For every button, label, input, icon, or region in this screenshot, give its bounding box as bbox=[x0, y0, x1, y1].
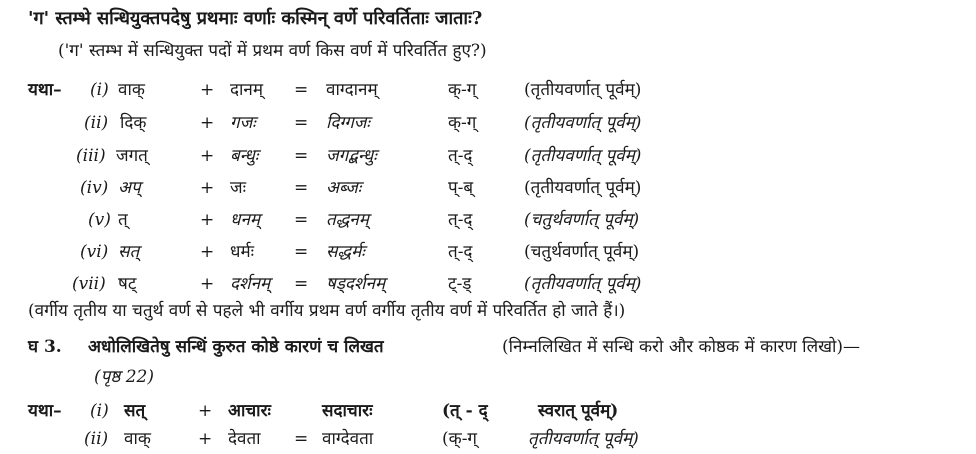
page-reference: (पृष्ठ 22) bbox=[94, 367, 154, 387]
plus-sign: + bbox=[200, 210, 215, 230]
first-word: वाक् bbox=[118, 80, 145, 100]
second-word: देवता bbox=[228, 429, 261, 449]
reason: (चतुर्थवर्णात् पूर्वम्) bbox=[524, 210, 640, 230]
letter-change: क्-ग् bbox=[448, 113, 477, 133]
equals-sign: = bbox=[294, 113, 309, 133]
row-number: (ii) bbox=[84, 113, 109, 133]
row-number: (ii) bbox=[84, 429, 109, 449]
second-word: दर्शनम् bbox=[230, 274, 271, 294]
question-instruction-hindi: (निम्नलिखित में सन्धि करो और कोष्ठक में कारण लिखो)— bbox=[502, 337, 861, 357]
row-number: (iv) bbox=[80, 178, 109, 198]
result-word: सदाचारः bbox=[322, 401, 373, 421]
second-word: दानम् bbox=[230, 80, 264, 100]
reason: (तृतीयवर्णात् पूर्वम्) bbox=[524, 80, 642, 100]
result-word: वाग्दानम् bbox=[326, 80, 378, 100]
equals-sign: = bbox=[294, 429, 309, 449]
letter-change: त्-द् bbox=[448, 242, 473, 262]
letter-change: क्-ग् bbox=[448, 80, 477, 100]
second-word: धर्मः bbox=[230, 242, 255, 262]
second-word: जः bbox=[230, 178, 247, 198]
first-word: जगत् bbox=[116, 146, 148, 166]
letter-change: ट्-ड् bbox=[448, 274, 472, 294]
row-number: (iii) bbox=[76, 146, 106, 166]
first-word: सत् bbox=[118, 242, 140, 262]
first-word: वाक् bbox=[124, 429, 151, 449]
result-word: तद्धनम् bbox=[326, 210, 369, 230]
row-number: (v) bbox=[88, 210, 111, 230]
question-instruction: अधोलिखितेषु सन्धिं कुरुत कोष्ठे कारणं च लिखत bbox=[88, 337, 384, 357]
result-word: जगद्बन्धुः bbox=[326, 146, 377, 166]
letter-change: त्-द् bbox=[448, 146, 473, 166]
letter-change: (क्-ग् bbox=[442, 429, 478, 449]
result-word: सद्धर्मः bbox=[326, 242, 365, 262]
first-word: अप् bbox=[118, 178, 141, 198]
reason: (तृतीयवर्णात् पूर्वम्) bbox=[524, 146, 642, 166]
plus-sign: + bbox=[200, 146, 215, 166]
second-word: आचारः bbox=[228, 401, 271, 421]
plus-sign: + bbox=[198, 429, 213, 449]
yatha-label: यथा– bbox=[28, 80, 62, 100]
letter-change: (त् - द् bbox=[442, 401, 488, 421]
second-word: धनम् bbox=[230, 210, 261, 230]
row-number: (vii) bbox=[72, 274, 106, 294]
reason: (तृतीयवर्णात् पूर्वम्) bbox=[524, 274, 642, 294]
section-heading: 'ग' स्तम्भे सन्धियुक्तपदेषु प्रथमाः वर्णाः कस्मिन् वर्णे परिवर्तिताः जाताः? bbox=[28, 8, 483, 29]
reason: (तृतीयवर्णात् पूर्वम्) bbox=[524, 178, 642, 198]
plus-sign: + bbox=[200, 178, 215, 198]
row-number: (i) bbox=[90, 401, 109, 421]
reason: (तृतीयवर्णात् पूर्वम्) bbox=[524, 113, 642, 133]
first-word: सत् bbox=[124, 401, 146, 421]
result-word: दिग्गजः bbox=[326, 113, 370, 133]
plus-sign: + bbox=[198, 401, 213, 421]
result-word: अब्जः bbox=[326, 178, 362, 198]
rule-note: (वर्गीय तृतीय या चतुर्थ वर्ण से पहले भी वर्गीय प्रथम वर्ण वर्गीय तृतीय वर्ण में परिवर्तित हो जाते हैं।) bbox=[28, 301, 626, 321]
result-word: वाग्देवता bbox=[322, 429, 374, 449]
plus-sign: + bbox=[200, 113, 215, 133]
reason: (चतुर्थवर्णात् पूर्वम्) bbox=[524, 242, 640, 262]
plus-sign: + bbox=[200, 274, 215, 294]
result-word: षड्दर्शनम् bbox=[326, 274, 386, 294]
equals-sign: = bbox=[294, 274, 309, 294]
second-word: गजः bbox=[230, 113, 256, 133]
first-word: दिक् bbox=[120, 113, 147, 133]
equals-sign: = bbox=[294, 178, 309, 198]
reason: स्वरात् पूर्वम्) bbox=[538, 401, 619, 421]
row-number: (i) bbox=[90, 80, 109, 100]
equals-sign: = bbox=[294, 210, 309, 230]
plus-sign: + bbox=[200, 242, 215, 262]
equals-sign: = bbox=[294, 242, 309, 262]
yatha-label: यथा– bbox=[28, 401, 62, 421]
plus-sign: + bbox=[200, 80, 215, 100]
first-word: त् bbox=[118, 210, 128, 230]
second-word: बन्धुः bbox=[230, 146, 259, 166]
letter-change: त्-द् bbox=[448, 210, 473, 230]
letter-change: प्-ब् bbox=[448, 178, 474, 198]
equals-sign: = bbox=[294, 146, 309, 166]
reason: तृतीयवर्णात् पूर्वम्) bbox=[528, 429, 639, 449]
question-label: घ 3. bbox=[28, 337, 62, 357]
equals-sign: = bbox=[294, 80, 309, 100]
section-heading-hindi: ('ग' स्तम्भ में सन्धियुक्त पदों में प्रथम वर्ण किस वर्ण में परिवर्तित हुए?) bbox=[58, 41, 487, 61]
row-number: (vi) bbox=[80, 242, 109, 262]
first-word: षट् bbox=[118, 274, 137, 294]
